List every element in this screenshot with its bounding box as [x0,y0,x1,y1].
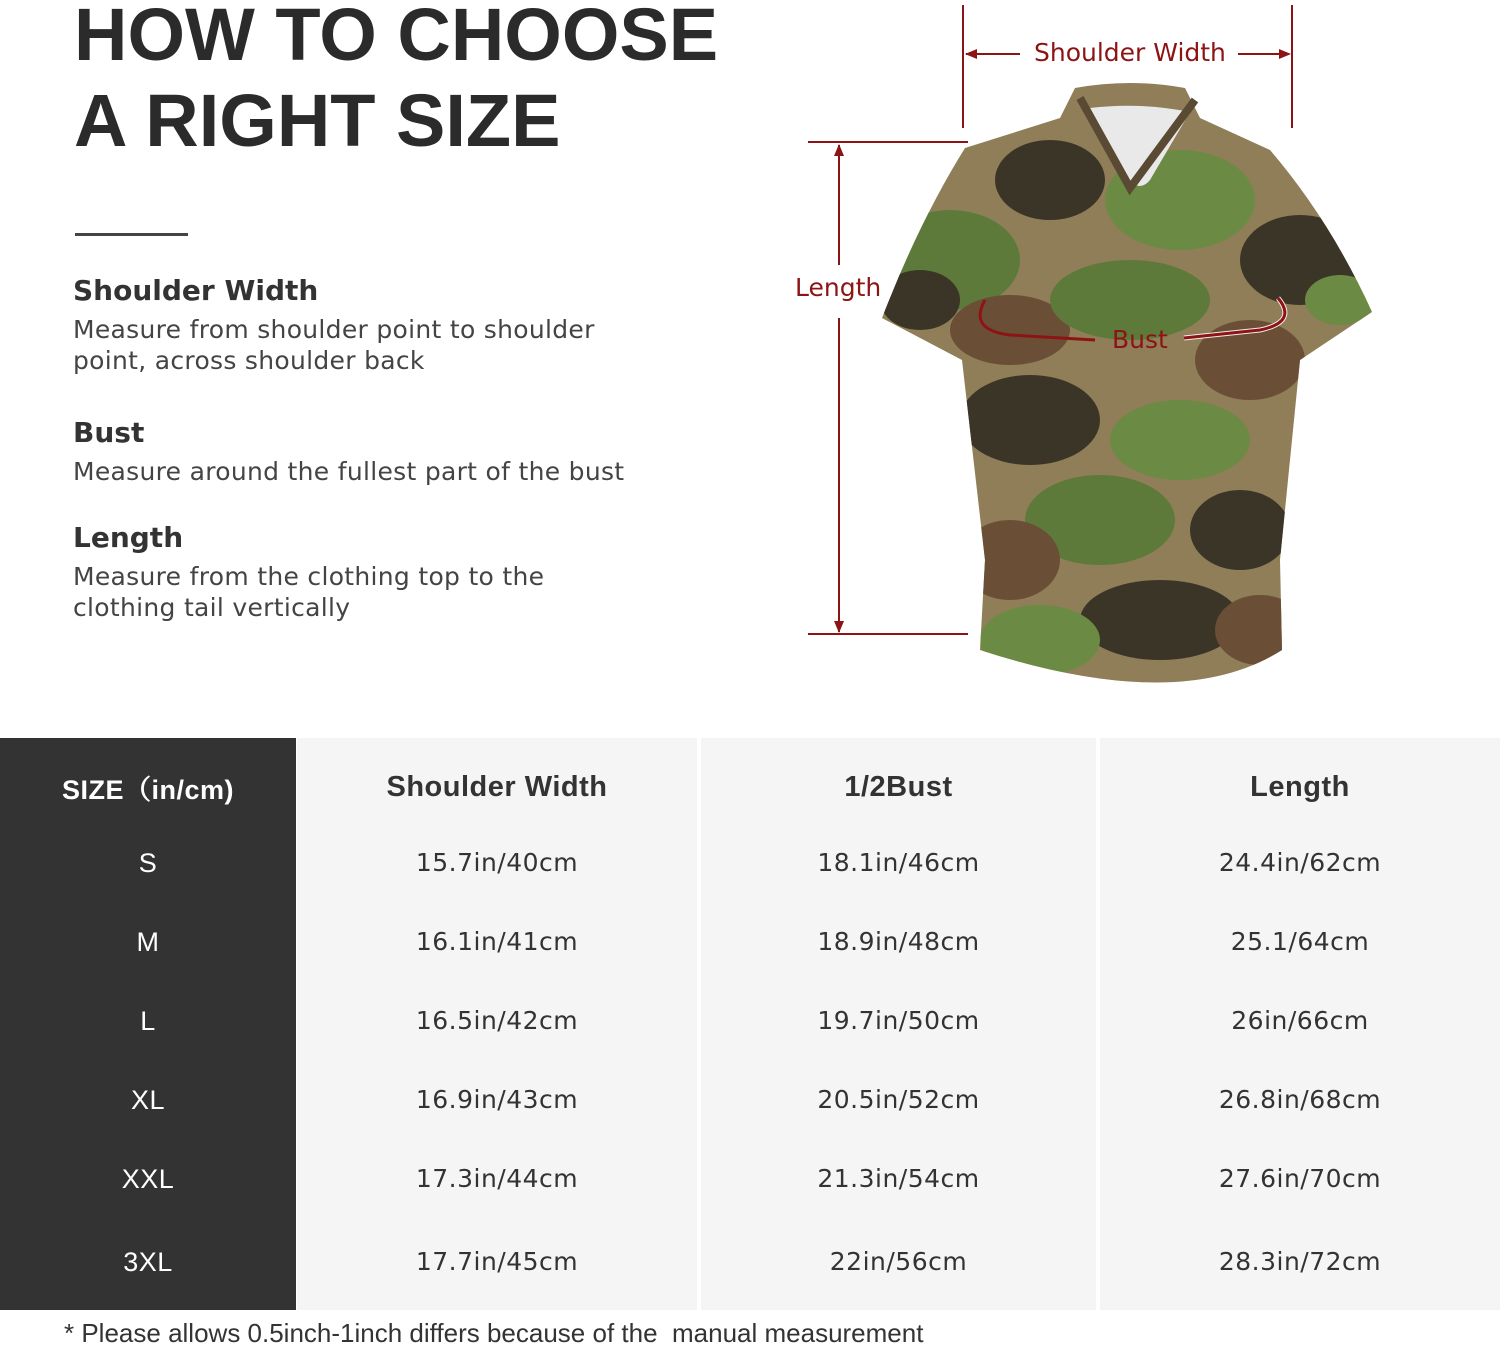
table-cell: 18.1in/46cm [817,848,980,877]
size-chart-table [0,738,1500,1310]
measurement-diagram [780,0,1420,700]
table-cell: 17.3in/44cm [415,1164,579,1193]
table-cell: 22in/56cm [829,1247,968,1276]
measure-heading: Shoulder Width [73,274,319,307]
title-line-1: HOW TO CHOOSE [74,0,719,76]
table-cell: 17.7in/45cm [415,1247,579,1276]
measure-heading: Bust [73,416,145,449]
title-line-2: A RIGHT SIZE [74,79,561,162]
size-cell: XXL [121,1164,175,1194]
size-cell: L [140,1006,156,1036]
table-cell: 28.3in/72cm [1218,1247,1382,1276]
measure-description: Measure from shoulder point to shoulder point, across shoulder back [73,315,595,375]
table-cell: 15.7in/40cm [415,848,579,877]
size-cell: XL [130,1085,166,1115]
length-header: Length [1250,771,1350,803]
table-cell: 26in/66cm [1231,1006,1369,1035]
measure-length [73,521,673,623]
table-cell: 16.5in/42cm [415,1006,579,1035]
tshirt-illustration [780,0,1420,700]
table-cell: 16.9in/43cm [415,1085,579,1114]
size-cell: 3XL [123,1247,173,1277]
size-cell: M [136,927,160,957]
size-cell: S [138,848,158,878]
length-column [1100,738,1500,1310]
measure-description: Measure from the clothing top to the clothing tail vertically [73,562,545,622]
table-cell: 24.4in/62cm [1218,848,1382,877]
half-bust-header: 1/2Bust [844,771,953,803]
shoulder-width-label: Shoulder Width [1034,38,1226,67]
page-title [74,0,718,164]
half-bust-column [701,738,1096,1310]
measure-bust [73,416,673,487]
measure-shoulder-width [73,274,673,376]
table-cell: 16.1in/41cm [415,927,579,956]
table-cell: 19.7in/50cm [817,1006,980,1035]
table-cell: 25.1/64cm [1230,927,1370,956]
bust-label: Bust [1112,325,1168,354]
measure-description: Measure around the fullest part of the bust [73,457,625,486]
size-column [0,738,296,1310]
table-cell: 18.9in/48cm [817,927,980,956]
shoulder-width-column [297,738,697,1310]
measure-heading: Length [73,521,184,554]
shoulder-width-header: Shoulder Width [386,771,608,803]
size-column-header: SIZE（in/cm) [61,775,235,805]
table-cell: 26.8in/68cm [1218,1085,1382,1114]
title-divider [75,233,188,236]
length-label: Length [795,273,882,302]
table-cell: 27.6in/70cm [1218,1164,1382,1193]
measurement-note: * Please allows 0.5inch-1inch differs because of the manual measurement [64,1318,924,1348]
table-cell: 20.5in/52cm [817,1085,980,1114]
table-cell: 21.3in/54cm [817,1164,980,1193]
